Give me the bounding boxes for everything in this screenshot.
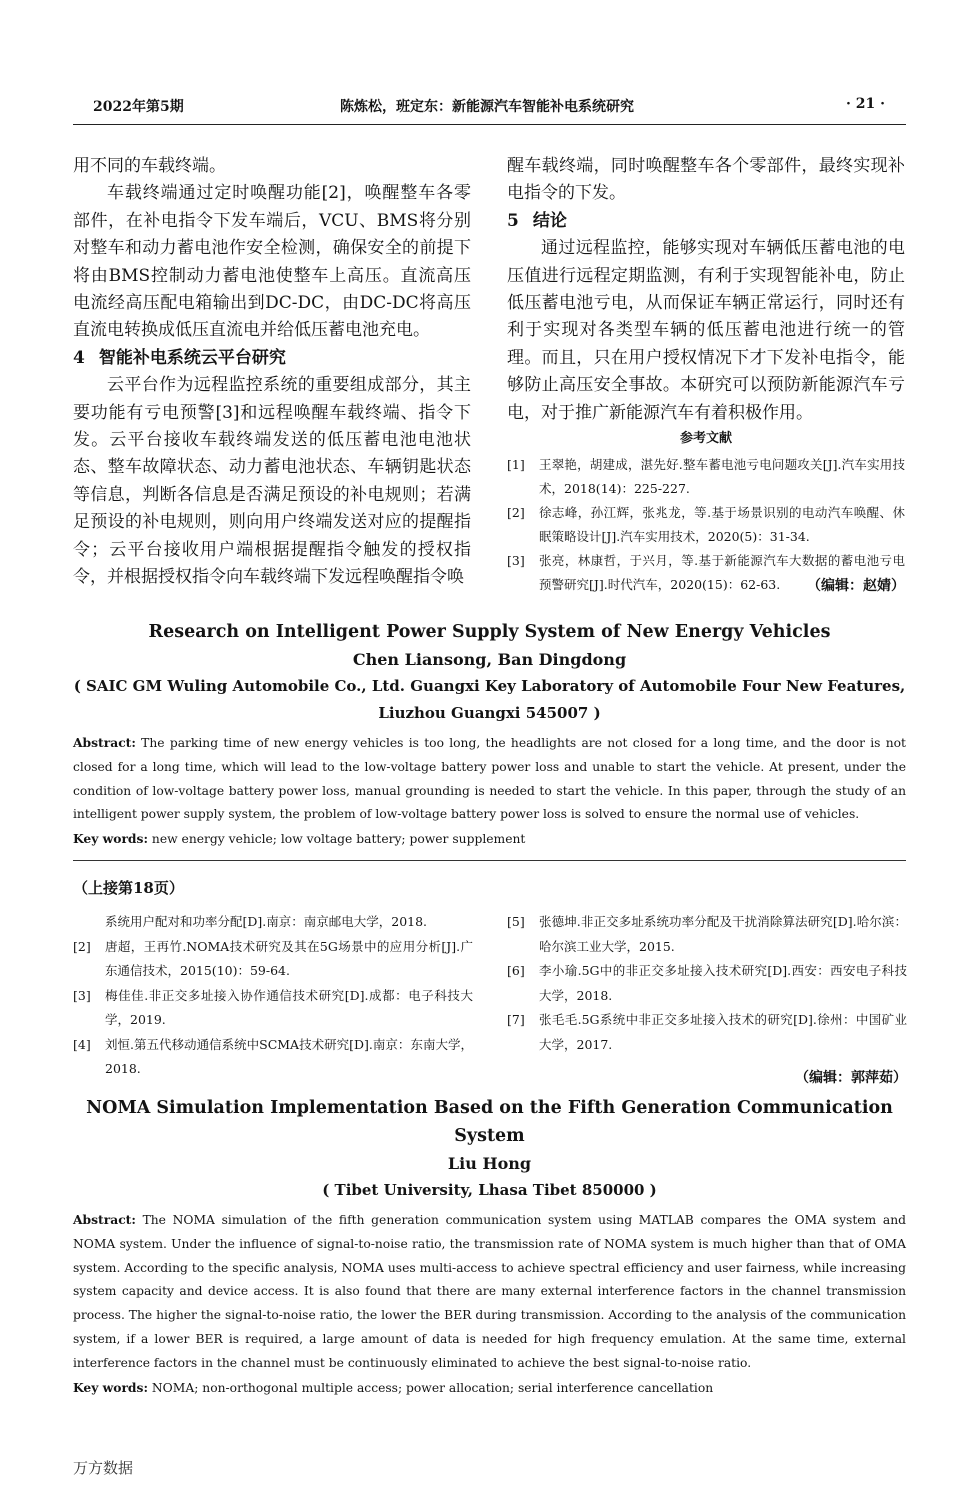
reference-text: 唐超，王再竹.NOMA技术研究及其在5G场景中的应用分析[J].广东通信技术，2015(10)：59-64. (105, 938, 473, 978)
reference-text: 张德坤.非正交多址系统功率分配及干扰消除算法研究[D].哈尔滨：哈尔滨工业大学，2015. (539, 914, 907, 954)
editor-note: （编辑：赵婧） (807, 578, 905, 595)
page-number: · 21 · (846, 96, 885, 112)
reference-number: [1] (507, 457, 525, 473)
reference-number: [3] (507, 553, 525, 569)
reference-text: 王翠艳，胡建成，湛先好.整车蓄电池亏电问题攻关[J].汽车实用技术，2018(14)：225-227. (539, 457, 905, 497)
english-abstract-2 (73, 1094, 906, 1400)
editor-note: （编辑：郭萍茹） (795, 1070, 907, 1086)
left-column (73, 153, 471, 592)
english-title-1: Research on Intelligent Power Supply System of New Energy Vehicles (148, 622, 831, 642)
reference-text: 系统用户配对和功率分配[D].南京：南京邮电大学，2018. (105, 914, 428, 929)
english-abstract-text-1 (73, 731, 906, 827)
section-5-heading (507, 208, 905, 235)
section-5-number: 5 (507, 210, 519, 231)
abstract-body: The parking time of new energy vehicles is too long, the headlights are not closed for a long time, and the door is not closed for a long time, which will lead to the low-voltage battery power loss and unable to start the vehicle. At present, under the condition of low-voltage battery power loss, manual grounding is needed to start the vehicle. In this paper, through the study of an intelligent power supply system, the problem of low-voltage battery power loss is solved to ensure the normal use of vehicles. (73, 736, 907, 822)
continued-refs-right (507, 910, 907, 1087)
reference-number (73, 910, 105, 935)
abstract-label: Abstract: (73, 735, 136, 750)
section-4-title: 智能补电系统云平台研究 (98, 347, 286, 368)
running-title: 陈炼松，班定东：新能源汽车智能补电系统研究 (340, 99, 634, 115)
english-authors-1: Chen Liansong, Ban Dingdong (352, 650, 627, 669)
section-divider (73, 860, 906, 861)
english-affiliation-1b: Liuzhou Guangxi 545007 ) (378, 704, 601, 722)
english-abstract-text-2 (73, 1208, 906, 1376)
reference-item (507, 959, 907, 1008)
header-rule (73, 124, 906, 125)
english-keywords-1 (73, 827, 906, 852)
journal-issue: 2022年第5期 (93, 99, 184, 115)
right-column (507, 153, 905, 595)
english-title-2: NOMA Simulation Implementation Based on the Fifth Generation Communication System (86, 1098, 893, 1146)
section-4-number: 4 (73, 347, 85, 368)
reference-text: 梅佳佳.非正交多址接入协作通信技术研究[D].成都：电子科技大学，2019. (105, 987, 473, 1027)
reference-item (507, 1008, 907, 1057)
right-paragraph-1: 醒车载终端，同时唤醒整车各个零部件，最终实现补电指令的下发。 (507, 156, 905, 204)
reference-item (507, 453, 905, 501)
reference-item (73, 984, 473, 1033)
reference-item (73, 1033, 473, 1082)
reference-text: 刘恒.第五代移动通信系统中SCMA技术研究[D].南京：东南大学，2018. (105, 1036, 473, 1076)
section-5-title: 结论 (532, 210, 567, 231)
english-affiliation-2: ( Tibet University, Lhasa Tibet 850000 ) (322, 1181, 657, 1199)
reference-number: [5] (507, 914, 525, 929)
reference-number: [4] (73, 1036, 91, 1052)
continued-label: （上接第18页） (73, 879, 184, 897)
reference-text: 徐志峰，孙江辉，张兆龙，等.基于场景识别的电动汽车唤醒、休眠策略设计[J].汽车实用技术，2020(5)：31-34. (539, 505, 905, 545)
reference-number: [3] (73, 987, 91, 1003)
reference-item (73, 910, 473, 935)
reference-item (507, 549, 905, 597)
reference-number: [7] (507, 1012, 525, 1027)
left-paragraph-2: 车载终端通过定时唤醒功能[2]，唤醒整车各零部件，在补电指令下发车端后，VCU、BMS将分别对整车和动力蓄电池作安全检测，确保安全的前提下将由BMS控制动力蓄电池使整车上高压。直流高压电流经高压配电箱输出到DC-DC，由DC-DC将高压直流电转换成低压直流电并给低压蓄电池充电。 (73, 183, 471, 341)
reference-text: 张亮，林康哲，于兴月，等.基于新能源汽车大数据的蓄电池亏电预警研究[J].时代汽车，2020(15)：62-63. (539, 553, 905, 593)
reference-text: 张毛毛.5G系统中非正交多址接入技术的研究[D].徐州：中国矿业大学，2017. (539, 1012, 907, 1052)
continued-refs-left (73, 910, 473, 1082)
keywords-body: NOMA; non-orthogonal multiple access; power allocation; serial interference cancellation (151, 1380, 714, 1395)
abstract-body: The NOMA simulation of the fifth generation communication system using MATLAB compares the OMA system and NOMA system. Under the influence of signal-to-noise ratio, the transmission rate of NOMA system is much higher than that of OMA system. According to the specific analysis, NOMA uses multi-access to achieve spectral efficiency and user fairness, while increasing system capacity and device access. It is also found that there are many external interference factors in the channel transmission process. The higher the signal-to-noise ratio, the lower the BER during transmission. According to the analysis of the communication system, if a lower BER is required, a large amount of data is needed for high frequency emulation. At the same time, external interference factors in the channel must be continuously eliminated to achieve the best signal-to-noise ratio. (73, 1213, 906, 1370)
reference-text: 李小瑜.5G中的非正交多址接入技术研究[D].西安：西安电子科技大学，2018. (539, 963, 907, 1003)
reference-number: [6] (507, 963, 525, 978)
keywords-body: new energy vehicle; low voltage battery; power supplement (151, 832, 526, 847)
keywords-label: Key words: (73, 1379, 148, 1395)
keywords-label: Key words: (73, 831, 148, 847)
english-abstract-1 (73, 618, 906, 852)
references-title: 参考文献 (679, 431, 732, 447)
reference-number: [2] (73, 938, 91, 954)
reference-number: [2] (507, 505, 525, 521)
english-authors-2: Liu Hong (447, 1154, 532, 1173)
watermark: 万方数据 (73, 1459, 134, 1477)
right-paragraph-2: 通过远程监控，能够实现对车辆低压蓄电池的电压值进行远程定期监测，有利于实现智能补电，防止低压蓄电池亏电，从而保证车辆正常运行，同时还有利于实现对各类型车辆的低压蓄电池进行统一的管理。而且，只在用户授权情况下才下发补电指令，能够防止高压安全事故。本研究可以预防新能源汽车亏电，对于推广新能源汽车有着积极作用。 (507, 238, 905, 423)
english-keywords-2 (73, 1376, 906, 1401)
english-affiliation-1a: ( SAIC GM Wuling Automobile Co., Ltd. Guangxi Key Laboratory of Automobile Four New Features, (73, 677, 906, 695)
left-paragraph-3: 云平台作为远程监控系统的重要组成部分，其主要功能有亏电预警[3]和远程唤醒车载终端、指令下发。云平台接收车载终端发送的低压蓄电池电池状态、整车故障状态、动力蓄电池状态、车辆钥匙状态等信息，判断各信息是否满足预设的补电规则；若满足预设的补电规则，则向用户终端发送对应的提醒指令；云平台接收用户端根据提醒指令触发的授权指令，并根据授权指令向车载终端下发远程唤醒指令唤 (73, 375, 471, 588)
abstract-label: Abstract: (73, 1212, 136, 1227)
reference-item (73, 935, 473, 984)
reference-item (507, 501, 905, 549)
left-paragraph-1: 用不同的车载终端。 (73, 156, 226, 176)
reference-item (507, 910, 907, 959)
section-4-heading (73, 345, 471, 372)
